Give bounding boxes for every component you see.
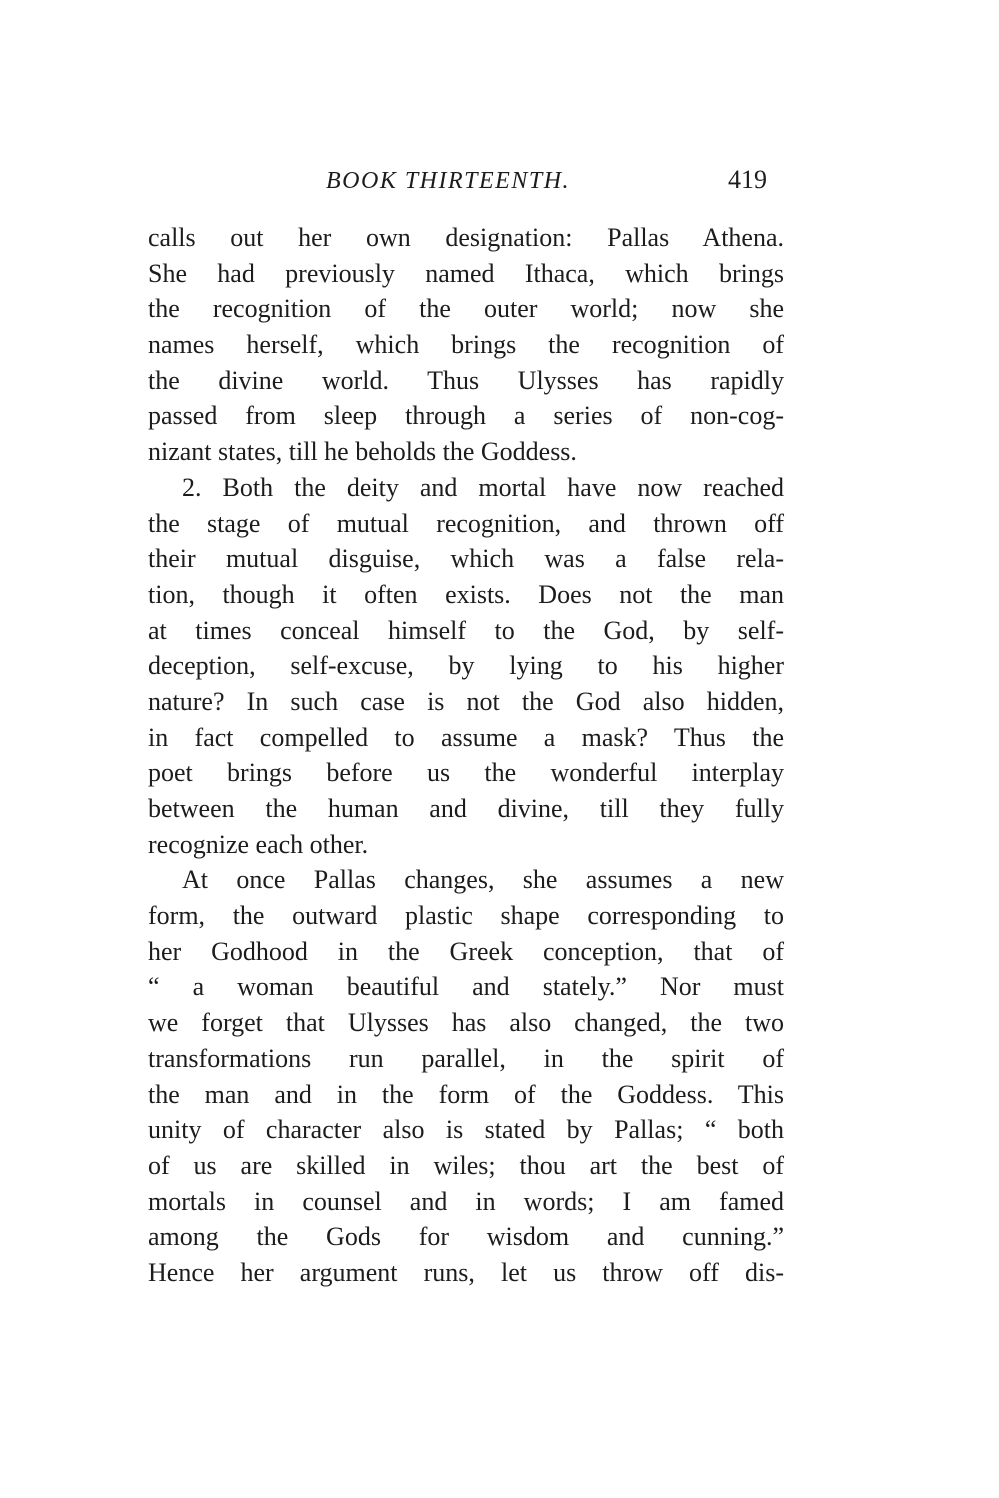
text-line: nature? In such case is not the God also hidden, — [148, 686, 784, 716]
text-line: names herself, which brings the recognition of — [148, 330, 784, 360]
text-line: “ a woman beautiful and stately.” Nor must — [148, 972, 784, 1002]
text-line: recognize each other. — [148, 829, 369, 859]
text-line: calls out her own designation: Pallas Athena. — [148, 223, 784, 252]
text-line: we forget that Ulysses has also changed, the two — [148, 1008, 784, 1038]
text-line: between the human and divine, till they fully — [148, 794, 784, 823]
body-text — [148, 220, 784, 1291]
text-line: among the Gods for wisdom and cunning.” — [148, 1222, 784, 1252]
text-line: the divine world. Thus Ulysses has rapidly — [148, 365, 784, 395]
text-line: the stage of mutual recognition, and thrown off — [148, 508, 784, 538]
text-line: tion, though it often exists. Does not the man — [148, 579, 784, 609]
text-line: their mutual disguise, which was a false rela- — [148, 544, 784, 574]
text-line: her Godhood in the Greek conception, that of — [148, 936, 784, 966]
text-line: passed from sleep through a series of non-cog- — [148, 401, 784, 431]
text-line: She had previously named Ithaca, which brings — [148, 258, 784, 288]
text-line: the recognition of the outer world; now she — [148, 294, 784, 324]
page-number: 419 — [728, 165, 767, 194]
running-head-title: BOOK THIRTEENTH. — [326, 168, 571, 194]
text-line: mortals in counsel and in words; I am famed — [148, 1186, 784, 1216]
text-line: unity of character also is stated by Pallas; “ both — [148, 1115, 784, 1145]
text-line: form, the outward plastic shape corresponding to — [148, 901, 784, 931]
text-line: of us are skilled in wiles; thou art the best of — [148, 1150, 784, 1180]
text-line: Hence her argument runs, let us throw off dis- — [148, 1257, 784, 1287]
paragraph-start-line: At once Pallas changes, she assumes a new — [182, 865, 784, 895]
text-line: in fact compelled to assume a mask? Thus the — [148, 722, 784, 752]
text-line: transformations run parallel, in the spirit of — [148, 1043, 784, 1073]
text-line: poet brings before us the wonderful interplay — [148, 758, 784, 788]
text-line: the man and in the form of the Goddess. This — [148, 1079, 784, 1109]
text-line: deception, self-excuse, by lying to his higher — [148, 651, 784, 681]
text-line: at times conceal himself to the God, by self- — [148, 615, 784, 645]
paragraph-start-line: 2. Both the deity and mortal have now reached — [182, 472, 784, 502]
text-line: nizant states, till he beholds the Goddess. — [148, 437, 577, 467]
